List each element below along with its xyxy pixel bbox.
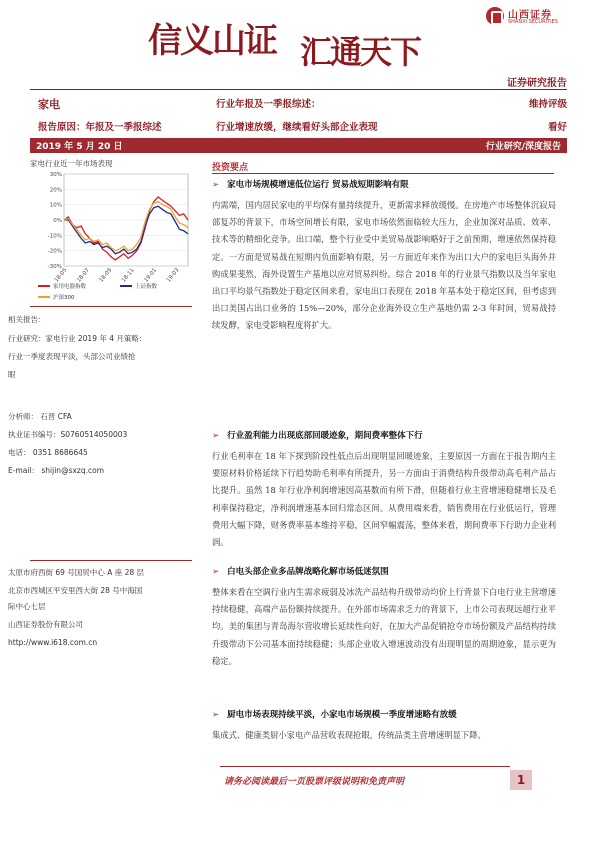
analyst-name: 分析师： 石晋 CFA [8,412,72,421]
rating-label: 维持评级 [528,99,567,110]
x-tick-label: 18-07 [76,267,91,284]
address-line2: 北京市西城区平安里西大街 28 号中海国 [8,586,143,595]
section-profitability [212,429,556,551]
report-category: 行业研究/深度报告 [485,142,561,152]
report-type: 证券研究报告 [507,78,567,89]
section-market-scale [212,178,556,335]
report-series: 行业年报及一季报综述： [216,99,321,110]
legend-label: 上证指数 [135,284,158,290]
company-logo [486,6,576,28]
related-report-line3[interactable]: 眼 [8,370,16,379]
section-body: 整体来看在空调行业内生需求疲弱及冰洗产品结构升级带动均价上行背景下白电行业主营增速持续稳健，高端产品份额持续提升。在外部市场需求乏力的背景下，上市公司表现远超行业平均。美的集团与青岛海尔营收增长延续性向好，在加大产品促销抢夺市场份额及产品结构持续升级带动下公司基本面持续稳健；头部企业收入增速波动没有出现明显的周期迹象，显示更为稳定。 [212,587,556,666]
chart-title: 家电行业近一年市场表现 [30,159,113,168]
arrow-bullet-icon: ➢ [212,710,220,720]
y-tick-label: -30% [47,264,62,270]
section-body: 内需端，国内居民家电的平均保有量持续提升，更新需求释放缓慢。在房地产市场整体沉寂局部复苏的背景下，市场空间增长有限，家电市场依然面临较大压力，企业加深对品质、效率、技术等的精细化竞争。出口端，整个行业受中美贸易战影响略好于之前预期，增速依然保持稳定。一方面是贸易战在短期内负面影响有限，另一方面近年来作为出口大户的家电巨头海外并购成果斐然，海外设置生产基地以应对贸易纠纷。综合 2018 年的行业景气指数以及当年家电出口平均景气指数处于稳定区间来看，家电出口表现在 2018 年基本处于稳定区间，但考虑到出口美国占出口业务的 15%—20%，部分企业海外设立生产基地仍需 2-3 年时间，贸易战持续发酵，家电受影响程度将扩大。 [212,200,556,331]
analyst-email[interactable]: E-mail： shijin@sxzq.com [8,466,105,475]
section-heading: ➢ 行业盈利能力出现底部回暖迹象，期间费率整体下行 [212,431,423,441]
company-website[interactable]: http://www.i618.com.cn [8,638,98,647]
y-tick-label: 0% [53,218,62,224]
y-tick-label: -10% [47,233,62,240]
address-line3: 际中心七层 [8,602,46,611]
analyst-cert: 执业证书编号：S0760514050003 [8,430,128,439]
x-tick-label: 18-09 [98,267,114,284]
related-report-line1[interactable]: 行业研究：家电行业 2019 年 4 月策略： [8,334,147,343]
company-name: 山西证券股份有限公司 [8,620,83,629]
x-tick-label: 19-03 [165,267,181,284]
section-body: 集成式、健康类厨小家电产品营收表现抢眼，传统品类主营增速明显下降。 [212,730,486,740]
main-title-rule [212,173,554,174]
related-report-line2[interactable]: 行业一季度表现平淡，头部公司业绩抢 [8,352,136,361]
x-tick-label: 18-11 [120,267,136,284]
slogan-part2: 汇通天下 [300,33,421,71]
section-heading: ➢ 白电头部企业多品牌战略化解市场低迷氛围 [212,567,389,577]
arrow-bullet-icon: ➢ [212,180,220,190]
section-white-goods [212,565,556,670]
series-line [64,202,188,251]
legend-label: 沪深300 [53,295,75,301]
logo-cn-text: 山西证券 [508,10,552,21]
footer-rule [220,766,510,767]
logo-en-text: SHANXI SECURITIES [508,19,558,25]
rating-value: 看好 [547,122,567,133]
section-body: 行业毛利率在 18 年下探到阶段性低点后出现明显回暖迹象，主要原因一方面在于报告期内主要原材料价格延续下行趋势助毛利率有所提升，另一方面由于消费结构升级带动高毛利产品占比提升。虽然 18 年行业净利润增速因高基数而有所下滑，但随着行业主营增速稳健增长及毛利率保持稳定，净利润增速基本回归常态区间。从费用端来看，销售费用在行业低运行，管理费用大幅下降，财务费率基本维持平稳，区间窄幅震荡，整体来看，期间费率下行助力企业利润。 [212,451,556,548]
chart-svg [30,170,192,306]
disclaimer-note[interactable]: 请务必阅读最后一页股票评级说明和免责声明 [224,777,405,787]
arrow-bullet-icon: ➢ [212,431,220,441]
y-tick-label: 20% [49,187,62,194]
arrow-bullet-icon: ➢ [212,567,220,577]
industry-label: 家电 [38,98,60,111]
related-label: 相关报告： [8,315,46,324]
section-heading: ➢ 厨电市场表现持续平淡，小家电市场规模一季度增速略有放缓 [212,710,457,720]
date-bar [30,138,567,153]
logo-emblem-icon [486,7,504,25]
y-tick-label: 30% [49,172,62,178]
address-rule [30,560,192,561]
y-tick-label: -20% [47,248,62,255]
main-title: 投资要点 [212,163,249,173]
sidebar-rule [30,306,192,307]
section-kitchen-appliances [212,708,556,744]
sidebar [30,158,192,301]
analyst-phone: 电话： 0351 8686645 [8,448,88,457]
slogan-part1: 信义山证 [148,21,276,61]
address-line1: 太原市府西街 69 号国贸中心 A 座 28 层 [8,568,145,577]
legend-label: 家用电器指数 [53,284,87,290]
report-reason: 报告原因：年报及一季报综述 [38,122,162,133]
page-number: 1 [510,770,532,790]
market-performance-chart [30,170,192,306]
x-tick-label: 18-05 [53,267,69,284]
x-tick-label: 19-01 [143,267,159,284]
top-rule [30,89,567,90]
report-headline: 行业增速放缓，继续看好头部企业表现 [216,122,378,133]
report-date: 2019 年 5 月 20 日 [36,142,123,152]
y-tick-label: 10% [49,202,62,209]
section-heading: ➢ 家电市场规模增速低位运行 贸易战短期影响有限 [212,180,409,190]
